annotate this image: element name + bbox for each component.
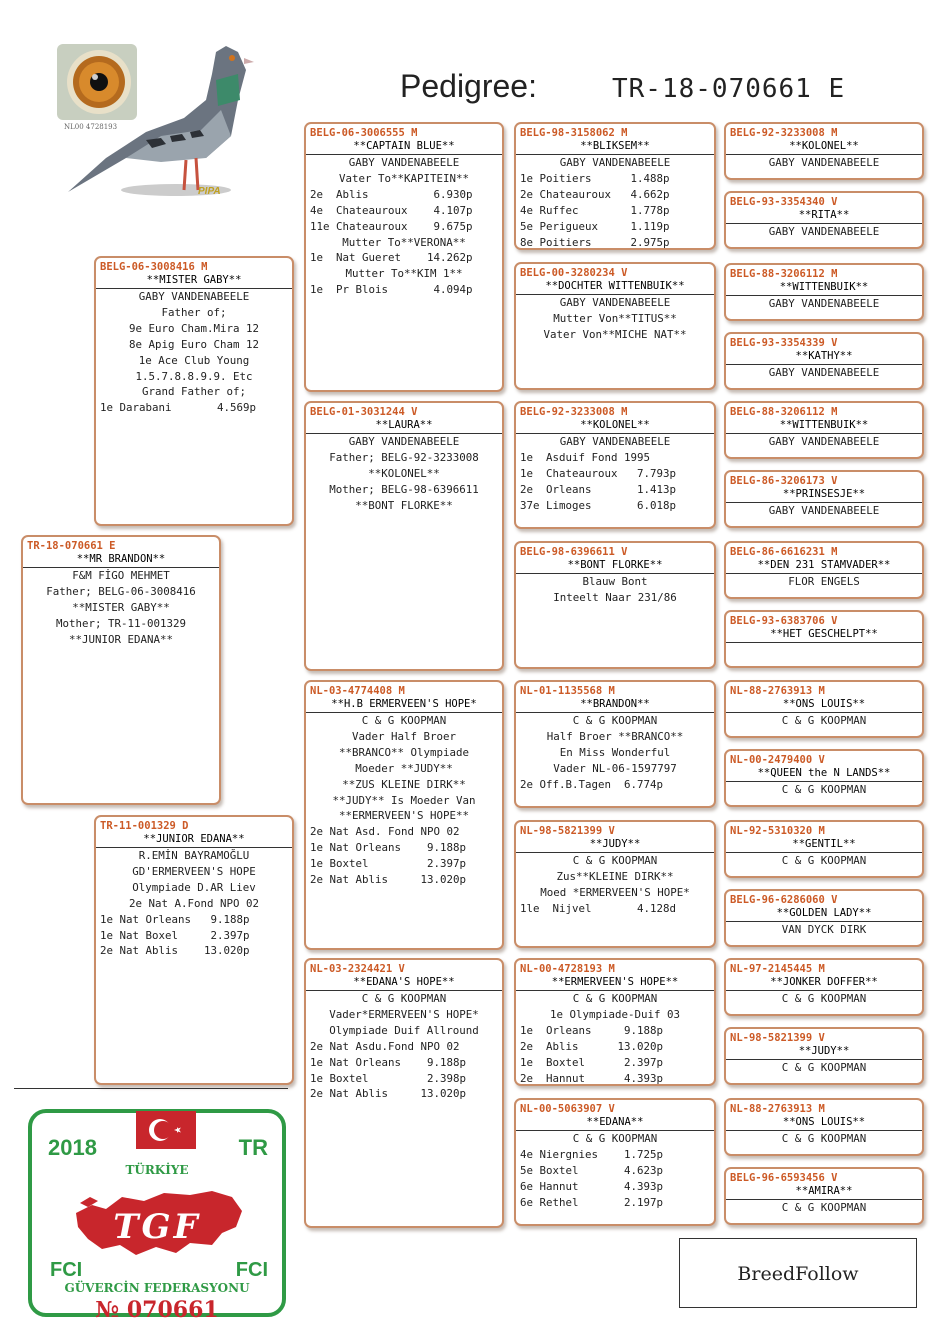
info-line: GABY VANDENABEELE xyxy=(559,156,671,169)
ring-number: BELG-06-3008416 M xyxy=(100,261,208,273)
ring-number: BELG-92-3233008 M xyxy=(730,127,838,139)
info-line: 1e Pr Blois 4.094p xyxy=(310,283,473,297)
info-line: Vader NL-06-1597797 xyxy=(553,761,677,775)
info-line: Vader*ERMERVEEN'S HOPE* xyxy=(329,1007,479,1021)
info-line: C & G KOOPMAN xyxy=(781,714,867,727)
info-line: C & G KOOPMAN xyxy=(781,1201,867,1214)
bird-name: **JUDY** xyxy=(516,838,714,853)
bird-name: **JUDY** xyxy=(726,1045,922,1060)
info-line: VAN DYCK DIRK xyxy=(781,923,867,936)
info-line: 6e Hannut 4.393p xyxy=(520,1179,664,1193)
bird-name: **BRANDON** xyxy=(516,698,714,713)
info-line: 37e Limoges 6.018p xyxy=(520,498,677,512)
info-line: Zus**KLEINE DIRK** xyxy=(556,869,674,883)
pipa-logo: PIPA xyxy=(198,186,221,197)
pedigree-box-gen5-10 xyxy=(724,749,924,807)
ring-number: NL-00-5063907 V xyxy=(520,1103,615,1115)
info-line: Moeder **JUDY** xyxy=(355,761,453,775)
info-line: 1e Nat Orleans 9.188p xyxy=(100,912,250,926)
info-line: 4e Ruffec 1.778p xyxy=(520,203,670,217)
pedigree-box-gen4-3 xyxy=(514,401,716,529)
info-line: Mutter To**VERONA** xyxy=(342,235,466,249)
ring-number: BELG-06-3006555 M xyxy=(310,127,418,139)
ring-number: NL-00-2479400 V xyxy=(730,754,825,766)
info-line: GABY VANDENABEELE xyxy=(768,366,880,379)
info-line: Father; BELG-06-3008416 xyxy=(46,584,196,598)
info-line: Mother; BELG-98-6396611 xyxy=(329,482,479,496)
bird-name: **BLIKSEM** xyxy=(516,140,714,155)
info-line: Mutter Von**TITUS** xyxy=(553,311,677,325)
info-line: GABY VANDENABEELE xyxy=(348,435,460,448)
info-line: GABY VANDENABEELE xyxy=(559,296,671,309)
ring-number: BELG-86-6616231 M xyxy=(730,546,838,558)
ring-number: BELG-88-3206112 M xyxy=(730,406,838,418)
bird-name: **BONT FLORKE** xyxy=(516,559,714,574)
info-line: R.EMİN BAYRAMOĞLU xyxy=(138,849,250,862)
pedigree-box-gen4-7 xyxy=(514,958,716,1086)
info-line: C & G KOOPMAN xyxy=(781,1132,867,1145)
stamp-number: № 070661 xyxy=(95,1297,219,1323)
pedigree-box-gen4-8 xyxy=(514,1098,716,1226)
pedigree-box-gen5-9 xyxy=(724,680,924,738)
info-line: 1e Asduif Fond 1995 xyxy=(520,450,651,464)
turkey-flag-icon xyxy=(136,1111,196,1149)
info-line: GABY VANDENABEELE xyxy=(138,290,250,303)
pedigree-box-gen5-6 xyxy=(724,470,924,528)
info-line: **JUNIOR EDANA** xyxy=(68,632,173,646)
info-line: 1e Nat Boxel 2.397p xyxy=(100,928,250,942)
info-line: C & G KOOPMAN xyxy=(781,783,867,796)
pedigree-box-gen5-8 xyxy=(724,610,924,668)
ring-number: NL-98-5821399 V xyxy=(730,1032,825,1044)
stamp-year: 2018 xyxy=(48,1135,97,1160)
info-line: **JUDY** Is Moeder Van xyxy=(332,793,476,807)
eye-photo-caption: NL00 4728193 xyxy=(64,123,118,131)
pedigree-title: Pedigree: xyxy=(400,68,537,104)
bird-name: **HET GESCHELPT** xyxy=(726,628,922,643)
pedigree-ring-number: TR-18-070661 E xyxy=(612,74,846,104)
info-line: Mutter To**KIM 1** xyxy=(345,267,463,281)
info-line: GABY VANDENABEELE xyxy=(768,504,880,517)
info-line: 5e Boxtel 4.623p xyxy=(520,1163,664,1177)
bird-name: **WITTENBUIK** xyxy=(726,281,922,296)
bird-name: **EDANA'S HOPE** xyxy=(306,976,502,991)
info-line: 2e Orleans 1.413p xyxy=(520,482,677,496)
bird-name: **EDANA** xyxy=(516,1116,714,1131)
pedigree-box-gen4-2 xyxy=(514,262,716,390)
ring-number: BELG-86-3206173 V xyxy=(730,475,838,487)
info-line: Vater Von**MICHE NAT** xyxy=(543,327,687,341)
info-line: 1.5.7.8.8.9.9. Etc xyxy=(135,369,253,383)
info-line: Vader Half Broer xyxy=(351,729,456,743)
ring-number: BELG-98-6396611 V xyxy=(520,546,628,558)
ring-number: NL-98-5821399 V xyxy=(520,825,615,837)
info-line: F&M FİGO MEHMET xyxy=(72,569,170,582)
info-line: C & G KOOPMAN xyxy=(572,1132,658,1145)
bird-name: **JONKER DOFFER** xyxy=(726,976,922,991)
ring-number: TR-11-001329 D xyxy=(100,820,189,832)
bird-name: **QUEEN the N LANDS** xyxy=(726,767,922,782)
info-line: GABY VANDENABEELE xyxy=(768,435,880,448)
info-line: C & G KOOPMAN xyxy=(361,714,447,727)
ring-number: BELG-96-6593456 V xyxy=(730,1172,838,1184)
info-line: 2e Nat Ablis 13.020p xyxy=(100,944,250,958)
pedigree-box-granddam-1 xyxy=(304,401,504,671)
info-line: 2e Nat Asd. Fond NPO 02 xyxy=(310,825,460,839)
info-line: 4e Chateauroux 4.107p xyxy=(310,203,473,217)
bird-name: **WITTENBUIK** xyxy=(726,419,922,434)
info-line: Moed *ERMERVEEN'S HOPE* xyxy=(540,885,690,899)
ring-number: NL-00-4728193 M xyxy=(520,963,615,975)
bird-name: **LAURA** xyxy=(306,419,502,434)
info-line: FLOR ENGELS xyxy=(788,575,860,588)
ring-number: NL-03-2324421 V xyxy=(310,963,405,975)
pedigree-box-gen4-5 xyxy=(514,680,716,808)
info-line: **BRANCO** Olympiade xyxy=(338,745,469,759)
info-line: Olympiade Duif Allround xyxy=(329,1023,479,1037)
pedigree-box-gen5-14 xyxy=(724,1027,924,1085)
info-line: 2e Chateauroux 4.662p xyxy=(520,187,670,201)
pedigree-box-grandsire-2 xyxy=(304,680,504,950)
bird-name: **DOCHTER WITTENBUIK** xyxy=(516,280,714,295)
pedigree-box-gen5-5 xyxy=(724,401,924,459)
info-line: 2e Nat Asdu.Fond NPO 02 xyxy=(310,1039,460,1053)
bird-name: **RITA** xyxy=(726,209,922,224)
ring-number: NL-97-2145445 M xyxy=(730,963,825,975)
pedigree-box-gen5-11 xyxy=(724,820,924,878)
pedigree-box-gen5-12 xyxy=(724,889,924,947)
info-line: GABY VANDENABEELE xyxy=(768,156,880,169)
ring-number: BELG-00-3280234 V xyxy=(520,267,628,279)
tgf-registration-stamp xyxy=(14,1088,288,1323)
pigeon-photo xyxy=(66,40,256,210)
info-line: Father; BELG-92-3233008 xyxy=(329,450,479,464)
bird-name: **ERMERVEEN'S HOPE** xyxy=(516,976,714,991)
info-line: C & G KOOPMAN xyxy=(781,1061,867,1074)
pedigree-box-gen5-7 xyxy=(724,541,924,599)
info-line: 1e Nat Orleans 9.188p xyxy=(310,1055,467,1069)
bird-name: **H.B ERMERVEEN'S HOPE* xyxy=(306,698,502,713)
info-line: C & G KOOPMAN xyxy=(781,854,867,867)
info-line: 1e Poitiers 1.488p xyxy=(520,171,670,185)
bird-name: **AMIRA** xyxy=(726,1185,922,1200)
bird-name: **KOLONEL** xyxy=(726,140,922,155)
info-line: Half Broer **BRANCO** xyxy=(546,729,684,743)
info-line: 2e Ablis 13.020p xyxy=(520,1039,664,1053)
ring-number: NL-88-2763913 M xyxy=(730,1103,825,1115)
ring-number: BELG-93-3354339 V xyxy=(730,337,838,349)
ring-number: TR-18-070661 E xyxy=(27,540,116,552)
info-line: 2e Nat A.Fond NPO 02 xyxy=(128,896,259,910)
info-line: 2e Off.B.Tagen 6.774p xyxy=(520,777,664,791)
ring-number: BELG-98-3158062 M xyxy=(520,127,628,139)
pedigree-box-gen5-13 xyxy=(724,958,924,1016)
bird-name: **CAPTAIN BLUE** xyxy=(306,140,502,155)
ring-number: BELG-88-3206112 M xyxy=(730,268,838,280)
info-line: 1e Olympiade-Duif 03 xyxy=(549,1007,680,1021)
info-line: C & G KOOPMAN xyxy=(361,992,447,1005)
ring-number: BELG-93-6383706 V xyxy=(730,615,838,627)
bird-name: **ONS LOUIS** xyxy=(726,1116,922,1131)
bird-name: **GENTIL** xyxy=(726,838,922,853)
info-line: **ERMERVEEN'S HOPE** xyxy=(338,809,469,823)
bird-name: **DEN 231 STAMVADER** xyxy=(726,559,922,574)
info-line: 4e Niergnies 1.725p xyxy=(520,1147,664,1161)
ring-number: NL-03-4774408 M xyxy=(310,685,405,697)
info-line: 11e Chateauroux 9.675p xyxy=(310,219,473,233)
stamp-country: TR xyxy=(238,1135,268,1160)
info-line: 9e Euro Cham.Mira 12 xyxy=(128,321,259,335)
stamp-turkiye: TÜRKİYE xyxy=(125,1163,189,1177)
info-line: C & G KOOPMAN xyxy=(572,714,658,727)
info-line: **MISTER GABY** xyxy=(72,600,170,614)
info-line: 1e Orleans 9.188p xyxy=(520,1023,664,1037)
pedigree-box-sire xyxy=(94,256,294,526)
info-line: 1e Chateauroux 7.793p xyxy=(520,466,677,480)
info-line: 1e Boxtel 2.398p xyxy=(310,1071,467,1085)
info-line: 2e Hannut 4.393p xyxy=(520,1071,664,1085)
info-line: 1e Nat Orleans 9.188p xyxy=(310,841,467,855)
pedigree-box-gen5-15 xyxy=(724,1098,924,1156)
ring-number: BELG-92-3233008 M xyxy=(520,406,628,418)
info-line: C & G KOOPMAN xyxy=(572,854,658,867)
info-line: **KOLONEL** xyxy=(368,466,440,480)
breedfollow-logo: BreedFollow xyxy=(679,1238,917,1308)
pedigree-box-gen5-4 xyxy=(724,332,924,390)
info-line: GD'ERMERVEEN'S HOPE xyxy=(132,864,256,878)
pedigree-box-gen4-6 xyxy=(514,820,716,948)
pedigree-box-gen5-1 xyxy=(724,122,924,180)
ring-number: BELG-01-3031244 V xyxy=(310,406,418,418)
info-line: 2e Ablis 6.930p xyxy=(310,187,473,201)
info-line: Inteelt Naar 231/86 xyxy=(553,590,677,604)
pedigree-box-gen5-3 xyxy=(724,263,924,321)
info-line: Vater To**KAPITEIN** xyxy=(338,171,469,185)
info-line: Grand Father of; xyxy=(141,385,246,399)
bird-name: **MR BRANDON** xyxy=(23,553,219,568)
info-line: **ZUS KLEINE DIRK** xyxy=(342,777,466,791)
info-line: 1e Nat Gueret 14.262p xyxy=(310,251,473,265)
info-line: 8e Poitiers 2.975p xyxy=(520,235,670,249)
info-line: GABY VANDENABEELE xyxy=(768,297,880,310)
bird-name: **GOLDEN LADY** xyxy=(726,907,922,922)
info-line: C & G KOOPMAN xyxy=(781,992,867,1005)
stamp-tgf-mark: TGF xyxy=(113,1207,201,1247)
bird-name: **KATHY** xyxy=(726,350,922,365)
pedigree-box-subject xyxy=(21,535,221,805)
info-line: GABY VANDENABEELE xyxy=(348,156,460,169)
info-line: C & G KOOPMAN xyxy=(572,992,658,1005)
info-line: 6e Rethel 2.197p xyxy=(520,1195,664,1209)
stamp-fci-left: FCI xyxy=(50,1259,83,1281)
ring-number: NL-01-1135568 M xyxy=(520,685,615,697)
info-line: En Miss Wonderful xyxy=(559,745,671,759)
info-line: 8e Apig Euro Cham 12 xyxy=(128,337,259,351)
bird-name: **PRINSESJE** xyxy=(726,488,922,503)
pedigree-box-dam xyxy=(94,815,294,1085)
bird-name: **ONS LOUIS** xyxy=(726,698,922,713)
info-line: **BONT FLORKE** xyxy=(355,498,453,512)
info-line: 1e Ace Club Young xyxy=(138,353,250,367)
pedigree-box-gen5-16 xyxy=(724,1167,924,1225)
stamp-fci-right: FCI xyxy=(235,1259,268,1281)
pedigree-box-gen5-2 xyxy=(724,191,924,249)
info-line: 1e Boxtel 2.397p xyxy=(310,857,467,871)
ring-number: NL-92-5310320 M xyxy=(730,825,825,837)
info-line: GABY VANDENABEELE xyxy=(768,225,880,238)
info-line: 1e Darabani 4.569p xyxy=(100,401,257,415)
info-line: Olympiade D.AR Liev xyxy=(132,880,256,894)
pedigree-box-gen4-4 xyxy=(514,541,716,669)
bird-name: **MISTER GABY** xyxy=(96,274,292,289)
pedigree-box-granddam-2 xyxy=(304,958,504,1228)
bird-name: **JUNIOR EDANA** xyxy=(96,833,292,848)
pedigree-box-grandsire-1 xyxy=(304,122,504,392)
info-line: Mother; TR-11-001329 xyxy=(55,616,186,630)
stamp-frame xyxy=(28,1109,286,1323)
ring-number: BELG-93-3354340 V xyxy=(730,196,838,208)
bird-name: **KOLONEL** xyxy=(516,419,714,434)
info-line: 5e Perigueux 1.119p xyxy=(520,219,670,233)
info-line: GABY VANDENABEELE xyxy=(559,435,671,448)
info-line: 2e Nat Ablis 13.020p xyxy=(310,873,467,887)
info-line: 1e Boxtel 2.397p xyxy=(520,1055,664,1069)
stamp-federation: GÜVERCİN FEDERASYONU xyxy=(64,1281,250,1295)
info-line: 1le Nijvel 4.128d xyxy=(520,901,677,915)
info-line: Blauw Bont xyxy=(582,575,648,588)
pedigree-box-gen4-1 xyxy=(514,122,716,250)
ring-number: NL-88-2763913 M xyxy=(730,685,825,697)
info-line: 2e Nat Ablis 13.020p xyxy=(310,1087,467,1101)
info-line: Father of; xyxy=(161,305,227,319)
ring-number: BELG-96-6286060 V xyxy=(730,894,838,906)
